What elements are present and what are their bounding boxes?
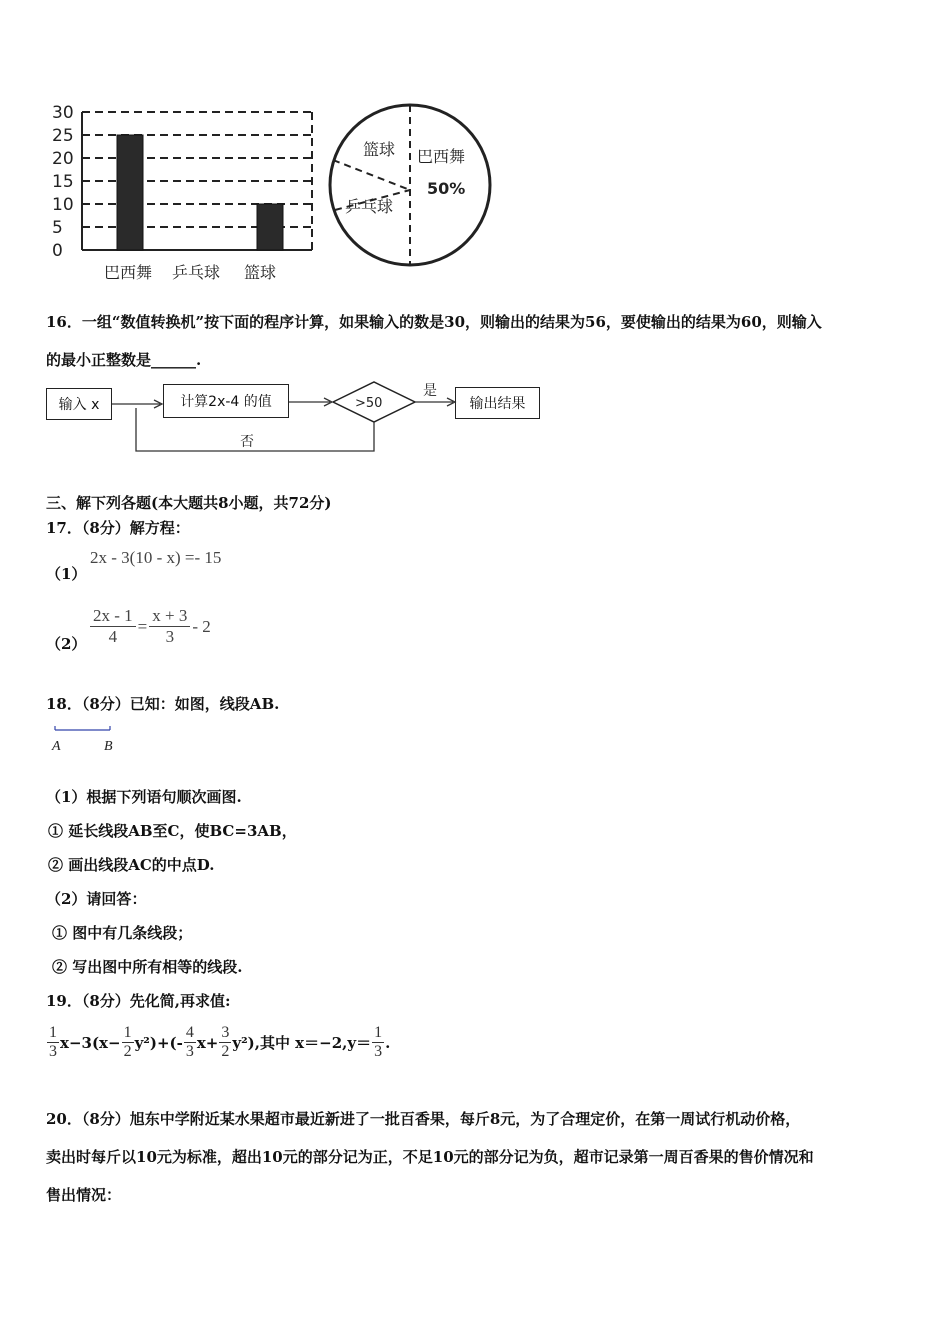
q16-text-cont: 的最小正整数是______. <box>46 351 202 369</box>
flow-input-box: 输入 x <box>46 388 112 420</box>
q17-part2-equation: $\frac{2x - 1}{4}$ = $\frac{x + 3}{3}$ - 2 <box>88 606 211 647</box>
q18-line5: ① 图中有几条线段； <box>52 924 193 942</box>
q17-part2-label: （2） <box>46 635 87 653</box>
flow-no-label: 否 <box>240 434 254 450</box>
y-tick-label: 30 <box>52 103 74 123</box>
pie-label-basketball: 篮球 <box>363 140 396 159</box>
q18-line1: （1）根据下列语句顺次画图. <box>46 788 242 806</box>
flow-condition-text: >50 <box>355 396 383 411</box>
q19-expression: $\frac{1}{3}$ x−3(x− $\frac{1}{2}$ y²)+(- $\frac{4}{3}$ x+ $\frac{3}{2}$ y²),其中 x＝−2,y＝ $\frac{1}{3}$ . <box>49 1024 391 1060</box>
y-tick-label: 25 <box>52 126 74 146</box>
point-b-label: B <box>104 739 113 754</box>
y-tick-label: 0 <box>52 241 63 261</box>
q19-title: 19．（8分）先化简,再求值: <box>46 992 231 1010</box>
x-category-label: 巴西舞 <box>104 263 153 282</box>
y-tick-label: 20 <box>52 149 74 169</box>
q17-p2-rhs-fraction: $\frac{x + 3}{3}$ <box>149 606 190 647</box>
bar-chart <box>50 100 320 285</box>
pie-label-brazil-dance: 巴西舞 <box>417 147 466 166</box>
pie-chart <box>325 100 500 275</box>
segment-ab-figure <box>50 722 120 756</box>
q18-title: 18．（8分）已知：如图，线段AB. <box>46 695 280 713</box>
point-a-label: A <box>52 739 61 754</box>
y-tick-label: 15 <box>52 172 74 192</box>
bar-0 <box>117 135 143 250</box>
q16-text: 16．一组“数值转换机”按下面的程序计算，如果输入的数是30，则输出的结果为56，要使输出的结果为60，则输入 <box>46 313 822 331</box>
bar-2 <box>257 204 283 250</box>
flow-compute-box: 计算2x-4 的值 <box>163 384 289 418</box>
pie-label-percent: 50% <box>427 179 466 198</box>
q17-title: 17．（8分）解方程： <box>46 519 190 537</box>
pie-divider-upper <box>333 160 410 190</box>
y-tick-label: 5 <box>52 218 63 238</box>
q20-line3: 售出情况： <box>46 1186 122 1204</box>
y-tick-label: 10 <box>52 195 74 215</box>
flow-connectors <box>40 375 550 460</box>
q20-line1: 20．（8分）旭东中学附近某水果超市最近新进了一批百香果，每斤8元，为了合理定价，在第一周试行机动价格， <box>46 1110 801 1128</box>
pie-label-pingpong: 乒乓球 <box>345 197 394 216</box>
q18-line4: （2）请回答： <box>46 890 147 908</box>
q18-line3: ② 画出线段AC的中点D. <box>48 856 215 874</box>
x-category-label: 篮球 <box>244 263 277 282</box>
flow-output-box: 输出结果 <box>455 387 540 419</box>
q17-part1-label: （1） <box>46 565 87 583</box>
q20-line2: 卖出时每斤以10元为标准，超出10元的部分记为正，不足10元的部分记为负，超市记录第一周百香果的售价情况和 <box>46 1148 814 1166</box>
section-3-heading: 三、解下列各题(本大题共8小题，共72分) <box>46 494 332 512</box>
q18-line6: ② 写出图中所有相等的线段. <box>52 958 243 976</box>
q18-line2: ① 延长线段AB至C，使BC=3AB， <box>48 822 297 840</box>
x-category-label: 乒乓球 <box>172 263 221 282</box>
q17-p2-lhs-fraction: $\frac{2x - 1}{4}$ <box>90 606 136 647</box>
flow-yes-label: 是 <box>423 383 437 399</box>
q17-part1-equation: 2x - 3(10 - x) =- 15 <box>90 548 222 567</box>
